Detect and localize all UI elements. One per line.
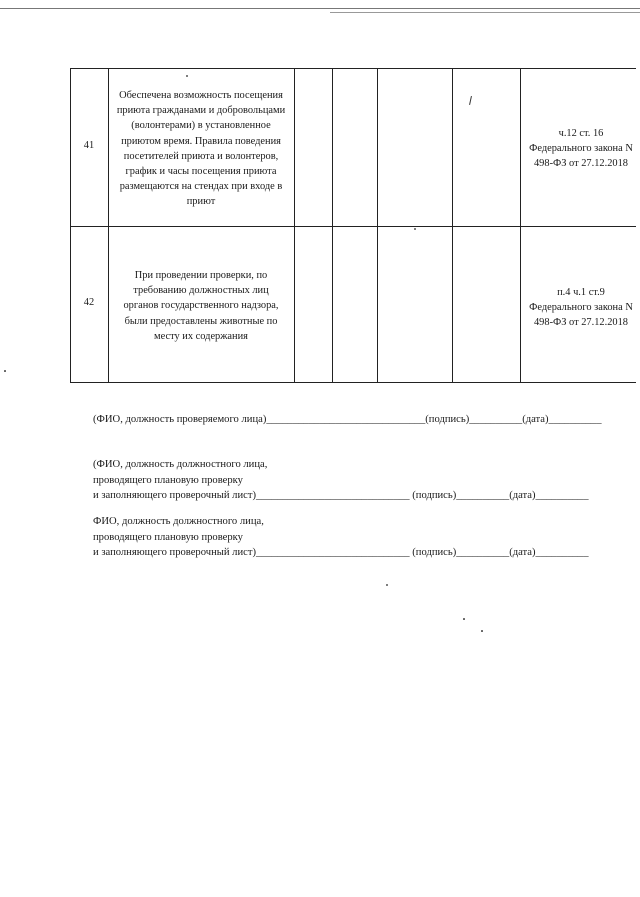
table-column-line	[377, 68, 378, 383]
scan-speck	[463, 618, 465, 620]
law-reference-cell	[521, 285, 640, 331]
requirement-cell	[108, 88, 294, 210]
requirement-line: требованию должностных лиц	[133, 285, 269, 297]
scan-speck	[414, 228, 416, 230]
requirement-line: были предоставлены животные по	[124, 315, 278, 327]
law-line: п.4 ч.1 ст.9	[557, 287, 605, 298]
row-number: 41	[83, 140, 95, 151]
law-line: 498-ФЗ от 27.12.2018	[533, 158, 628, 170]
signature-line: и заполняющего проверочный лист)_____________________________ (подпись)__________(дата)__________	[93, 547, 589, 558]
law-line: Федерального закона N	[529, 302, 633, 314]
requirement-line: посетителей приюта и волонтеров,	[123, 150, 279, 162]
requirement-line: месту их содержания	[154, 330, 248, 342]
table-column-line	[520, 68, 521, 383]
law-reference-cell	[521, 126, 640, 172]
scan-edge-line	[330, 12, 640, 13]
table-column-line	[70, 68, 71, 383]
requirement-line: органов государственного надзора,	[123, 300, 279, 312]
requirement-line: приют	[186, 196, 216, 208]
scan-speck	[4, 370, 6, 372]
signature-line: ФИО, должность должностного лица,	[93, 516, 264, 527]
requirement-line: При проведении проверки, по	[134, 270, 268, 281]
scan-speck	[386, 584, 388, 586]
pen-mark	[469, 96, 472, 105]
law-line: ч.12 ст. 16	[558, 128, 604, 139]
signature-inspected-person	[93, 412, 602, 428]
requirement-line: (волонтерами) в установленное	[131, 120, 271, 132]
signature-line: проводящего плановую проверку	[93, 474, 243, 486]
signature-form-filler	[93, 514, 589, 561]
scan-edge-line	[0, 8, 640, 9]
table-border-top	[70, 68, 636, 69]
scan-speck	[481, 630, 483, 632]
table-border-bottom	[70, 382, 636, 383]
law-line: Федерального закона N	[529, 143, 633, 155]
requirement-line: размещаются на стендах при входе в	[119, 181, 283, 193]
requirement-line: Обеспечена возможность посещения	[119, 90, 283, 101]
row-number: 42	[83, 297, 95, 308]
law-line: 498-ФЗ от 27.12.2018	[533, 317, 628, 329]
table-column-line	[332, 68, 333, 383]
signature-line: и заполняющего проверочный лист)_____________________________ (подпись)__________(дата)__________	[93, 490, 589, 501]
scan-speck	[186, 75, 188, 77]
signature-line: проводящего плановую проверку	[93, 531, 243, 543]
table-column-line	[294, 68, 295, 383]
requirement-line: график и часы посещения приюта	[125, 166, 277, 178]
requirement-cell	[108, 268, 294, 344]
signature-line: (ФИО, должность должностного лица,	[93, 459, 268, 470]
requirement-line: приютом время. Правила поведения	[121, 135, 281, 147]
requirement-line: приюта гражданами и добровольцами	[116, 105, 286, 117]
table-row-divider	[70, 226, 636, 227]
signature-inspector	[93, 457, 589, 504]
table-column-line	[452, 68, 453, 383]
signature-line: (ФИО, должность проверяемого лица)______________________________(подпись)__________(дата)__________	[93, 414, 602, 425]
